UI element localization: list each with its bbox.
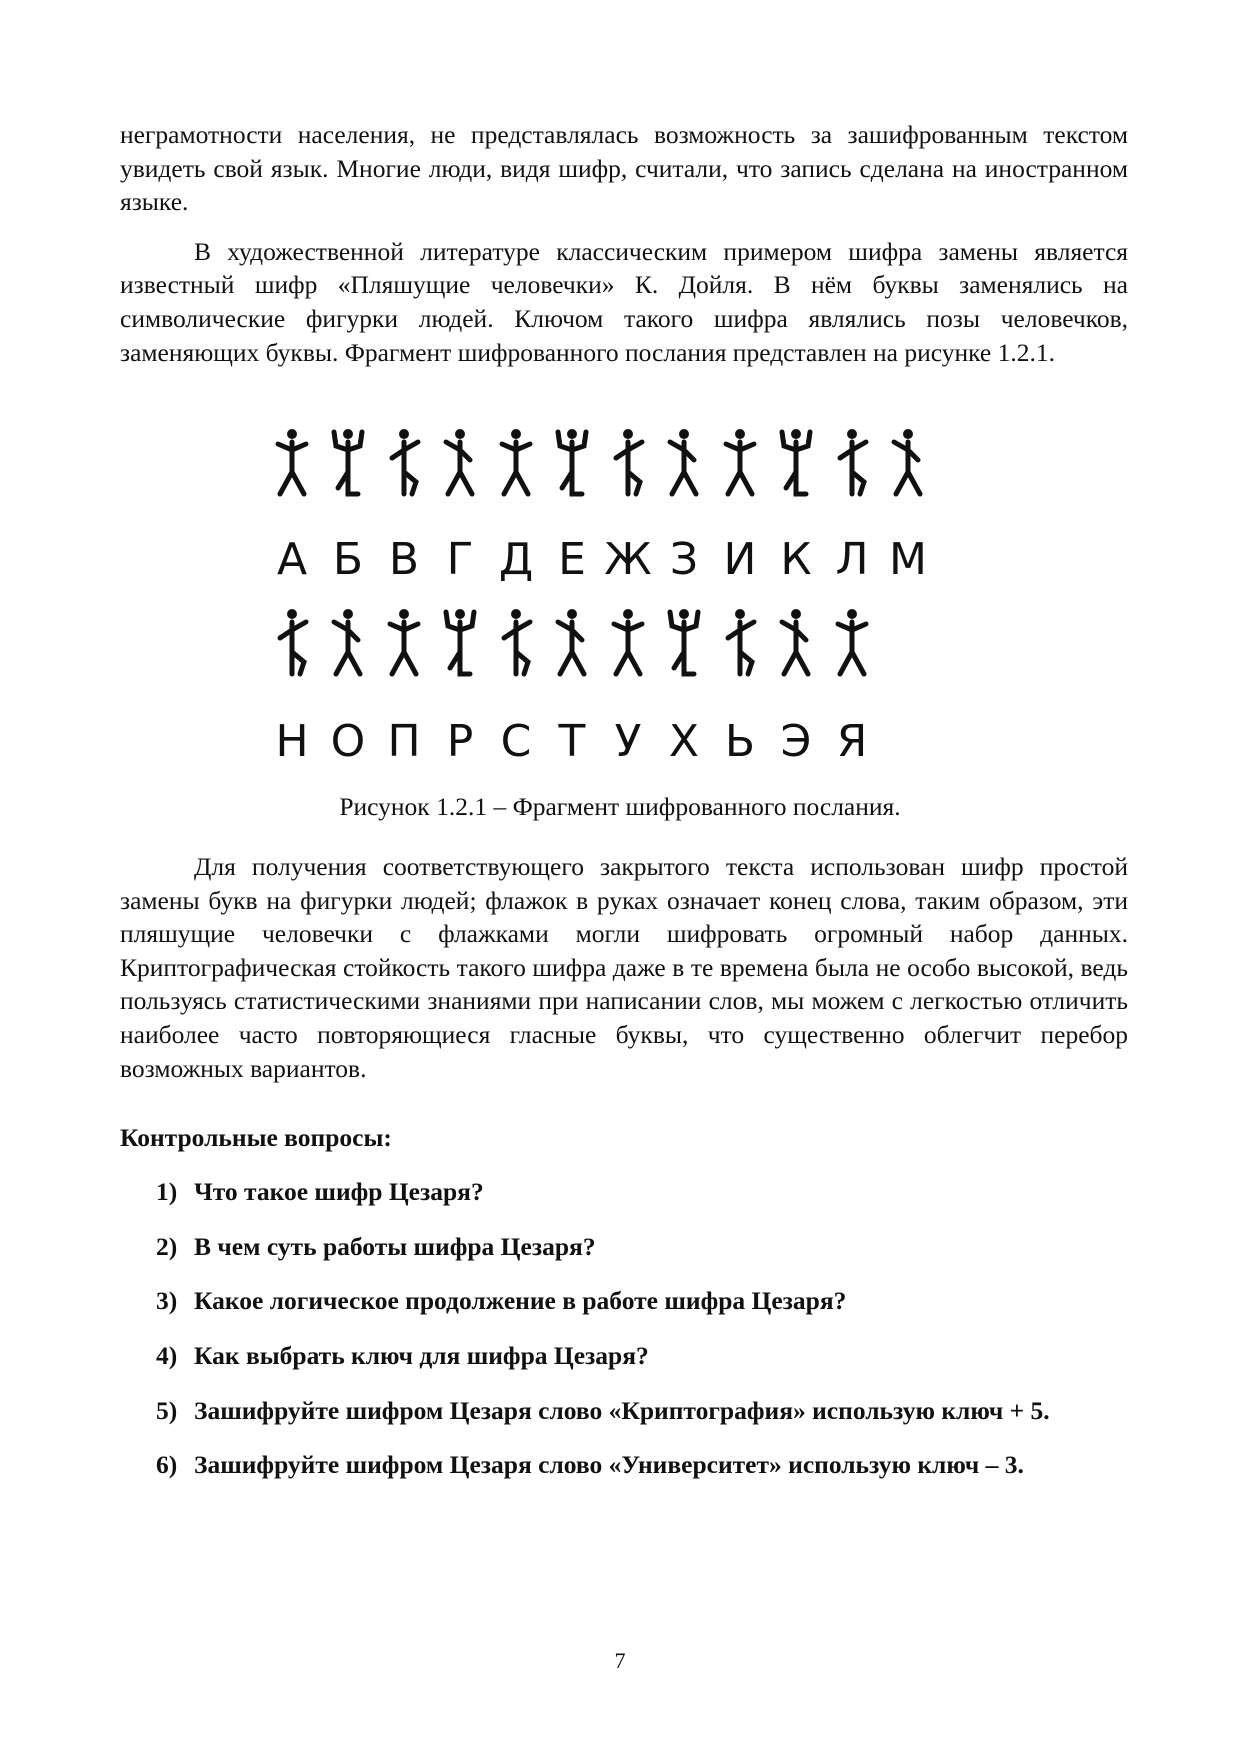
- question-item: [120, 1394, 1128, 1428]
- question-text: Как выбрать ключ для шифра Цезаря?: [194, 1340, 649, 1370]
- cipher-letter-label: О: [330, 716, 366, 767]
- dancing-man-icon: [616, 429, 642, 494]
- question-item: [120, 1339, 1128, 1373]
- cipher-letter-label: М: [889, 534, 927, 585]
- cipher-letter-label: В: [388, 534, 420, 585]
- dancing-man-icon: [278, 429, 306, 494]
- question-item: [120, 1284, 1128, 1318]
- paragraph-cipher-strength: Для получения соответствующего закрытого текста использован шифр простой замены букв на фигурки людей; флажок в руках означает конец слова, таким образом, эти пляшущие человечки с флажками могли шифровать огромный набор данных. Криптографическая стойкость такого шифра даже в те времена была не особо высокой, ведь пользуясь статистическими знаниями при написании слов, мы можем с легкостью отличить наиболее часто повторяющиеся гласные буквы, что существенно облегчит перебор возможных вариантов.: [120, 852, 1128, 1083]
- cipher-letter-label: Л: [835, 534, 869, 585]
- dancing-man-icon: [840, 429, 866, 494]
- dancing-man-icon: [558, 609, 584, 674]
- cipher-letter-label: З: [669, 534, 699, 585]
- dancing-man-icon: [782, 429, 810, 494]
- question-number: 5): [156, 1395, 178, 1425]
- dancing-man-icon: [502, 429, 530, 494]
- body-text-top: [120, 118, 1128, 369]
- dancing-man-icon: [728, 609, 754, 674]
- question-text: Зашифруйте шифром Цезаря слово «Криптография» использую ключ + 5.: [194, 1395, 1050, 1425]
- questions-heading: Контрольные вопросы:: [120, 1123, 392, 1153]
- question-text: В чем суть работы шифра Цезаря?: [194, 1231, 596, 1261]
- cipher-letter-label: Е: [558, 534, 586, 585]
- cipher-letter-label: Я: [836, 716, 868, 767]
- question-number: 4): [156, 1340, 178, 1370]
- question-item: [120, 1175, 1128, 1209]
- cipher-letter-label: Ж: [604, 534, 652, 585]
- question-text: Что такое шифр Цезаря?: [194, 1177, 484, 1207]
- dancing-man-icon: [726, 429, 754, 494]
- dancing-men-cipher-image: [268, 428, 966, 768]
- dancing-man-icon: [894, 429, 920, 494]
- question-item: [120, 1448, 1128, 1482]
- dancing-men-figure: [268, 428, 966, 768]
- dancing-man-icon: [670, 429, 696, 494]
- cipher-letter-label: У: [614, 716, 642, 767]
- dancing-man-icon: [670, 609, 698, 674]
- dancing-man-icon: [558, 429, 586, 494]
- cipher-letter-label: С: [500, 716, 532, 767]
- page-number: 7: [614, 1648, 626, 1673]
- paragraph-dancing-men: В художественной литературе классическим примером шифра замены является известный шифр «Пляшущие человечки» К. Дойля. В нём буквы заменялись на символические фигурки людей. Ключом такого шифра являлись позы человечков, заменяющих буквы. Фрагмент шифрованного послания представлен на рисунке 1.2.1.: [120, 236, 1128, 367]
- dancing-man-icon: [280, 609, 306, 674]
- dancing-man-icon: [838, 609, 866, 674]
- paragraph-continuation: неграмотности населения, не представлялась возможность за зашифрованным текстом увидеть свой язык. Многие люди, видя шифр, считали, что запись сделана на иностранном языке.: [120, 120, 1128, 217]
- cipher-letter-label: Т: [558, 716, 586, 767]
- question-number: 1): [156, 1177, 178, 1207]
- dancing-man-icon: [504, 609, 530, 674]
- cipher-letter-label: Ь: [724, 716, 756, 767]
- dancing-man-icon: [446, 429, 472, 494]
- question-text: Зашифруйте шифром Цезаря слово «Университет» использую ключ – 3.: [194, 1450, 1024, 1480]
- figure-caption: Рисунок 1.2.1 – Фрагмент шифрованного послания.: [339, 792, 901, 821]
- dancing-man-icon: [392, 429, 418, 494]
- cipher-letter-label: И: [723, 534, 757, 585]
- question-number: 6): [156, 1450, 178, 1480]
- cipher-letter-label: П: [387, 716, 421, 767]
- cipher-letter-label: Х: [668, 716, 700, 767]
- cipher-letter-label: Д: [498, 534, 534, 585]
- dancing-man-icon: [446, 609, 474, 674]
- cipher-letter-label: Р: [446, 716, 474, 767]
- question-number: 2): [156, 1231, 178, 1261]
- dancing-man-icon: [334, 609, 360, 674]
- cipher-letter-label: Н: [275, 716, 309, 767]
- cipher-letter-label: Э: [780, 716, 812, 767]
- question-number: 3): [156, 1286, 178, 1316]
- question-text: Какое логическое продолжение в работе шифра Цезаря?: [194, 1286, 847, 1316]
- dancing-man-icon: [334, 429, 362, 494]
- questions-list: [120, 1175, 1128, 1482]
- cipher-letter-label: Г: [446, 534, 474, 585]
- question-item: [120, 1230, 1128, 1264]
- cipher-letter-label: А: [276, 534, 308, 585]
- dancing-man-icon: [390, 609, 418, 674]
- cipher-letter-label: Б: [332, 534, 364, 585]
- dancing-man-icon: [782, 609, 808, 674]
- body-text-bottom: [120, 850, 1128, 1503]
- dancing-man-icon: [614, 609, 642, 674]
- cipher-letter-label: К: [780, 534, 812, 585]
